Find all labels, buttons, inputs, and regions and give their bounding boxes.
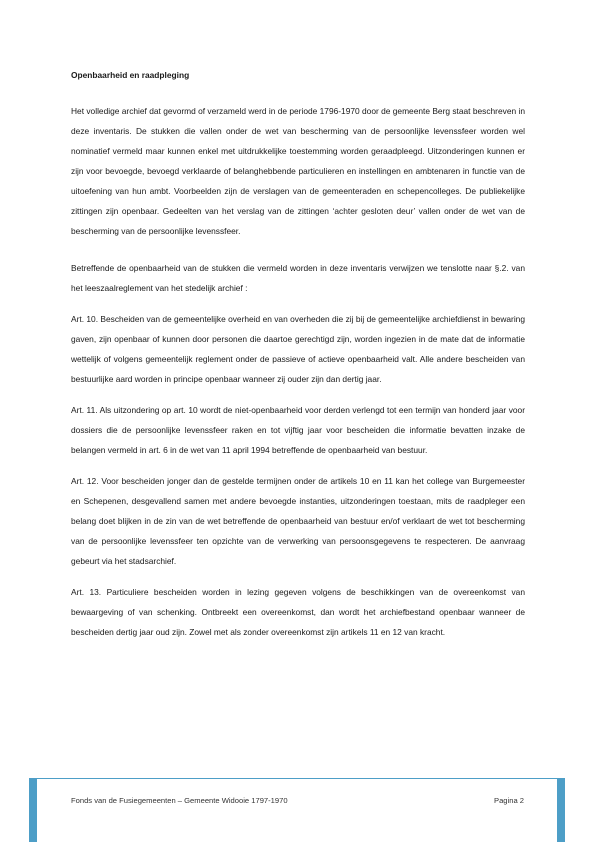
footer-right-bar [557,778,565,842]
section-heading: Openbaarheid en raadpleging [71,70,190,80]
paragraph-art-10: Art. 10. Bescheiden van de gemeentelijke overheid en van overheden die zij bij de gemeentelijke archiefdienst in bewaring gaven, zijn openbaar of kunnen door personen die daartoe gerechtigd zijn, worden ingezien in de mate dat de informatie wettelijk of volgens gemeentelijk reglement onder de passieve of actieve openbaarheid valt. Alle andere bescheiden van bestuurlijke aard worden in principe openbaar wanneer zij ouder zijn dan dertig jaar. [71,314,525,384]
paragraph-art-13: Art. 13. Particuliere bescheiden worden in lezing gegeven volgens de beschikkingen van de overeenkomst van bewaargeving of van schenking. Ontbreekt een overeenkomst, dan wordt het archiefbestand openbaar wanneer de bescheiden dertig jaar oud zijn. Zowel met als zonder overeenkomst zijn artikels 11 en 12 van kracht. [71,587,525,637]
footer-left-bar [29,778,37,842]
page-number: Pagina 2 [494,796,524,805]
page-content [71,70,525,653]
paragraph-art-11: Art. 11. Als uitzondering op art. 10 wordt de niet-openbaarheid voor derden verlengd tot een termijn van honderd jaar voor dossiers die de persoonlijke levenssfeer raken en tot vijftig jaar voor bescheiden die informatie bevatten inzake de belangen vermeld in art. 6 in de wet van 11 april 1994 betreffende de openbaarheid van bestuur. [71,405,525,455]
paragraph-art-12: Art. 12. Voor bescheiden jonger dan de gestelde termijnen onder de artikels 10 en 11 kan het college van Burgemeester en Schepenen, desgevallend samen met andere bevoegde instanties, uitzonderingen toestaan, mits de raadpleger een belang doet blijken in de zin van de wet betreffende de openbaarheid van bestuur en/of verklaart de wet tot bescherming van de persoonlijke levenssfeer ten opzichte van de verwerking van persoonsgegevens te respecteren. De aanvraag gebeurt via het stadsarchief. [71,476,525,566]
footer-title: Fonds van de Fusiegemeenten – Gemeente Widooie 1797-1970 [71,796,288,805]
footer-rule [29,778,565,779]
paragraph-reference: Betreffende de openbaarheid van de stukken die vermeld worden in deze inventaris verwijzen we tenslotte naar §.2. van het leeszaalreglement van het stedelijk archief : [71,263,525,293]
paragraph-intro: Het volledige archief dat gevormd of verzameld werd in de periode 1796-1970 door de gemeente Berg staat beschreven in deze inventaris. De stukken die vallen onder de wet van bescherming van de persoonlijke levenssfeer worden wel nominatief vermeld maar kunnen enkel met uitdrukkelijke toestemming worden geraadpleegd. Uitzonderingen kunnen er zijn voor bevoegde, bevoegd verklaarde of belanghebbende particulieren en instellingen en ambtenaren in functie van de uitoefening van hun ambt. Voorbeelden zijn de verslagen van de gemeenteraden en schepencolleges. De publiekelijke zittingen zijn openbaar. Gedeelten van het verslag van de zittingen ‘achter gesloten deur’ vallen onder de wet van de bescherming van de persoonlijke levenssfeer. [71,106,525,236]
